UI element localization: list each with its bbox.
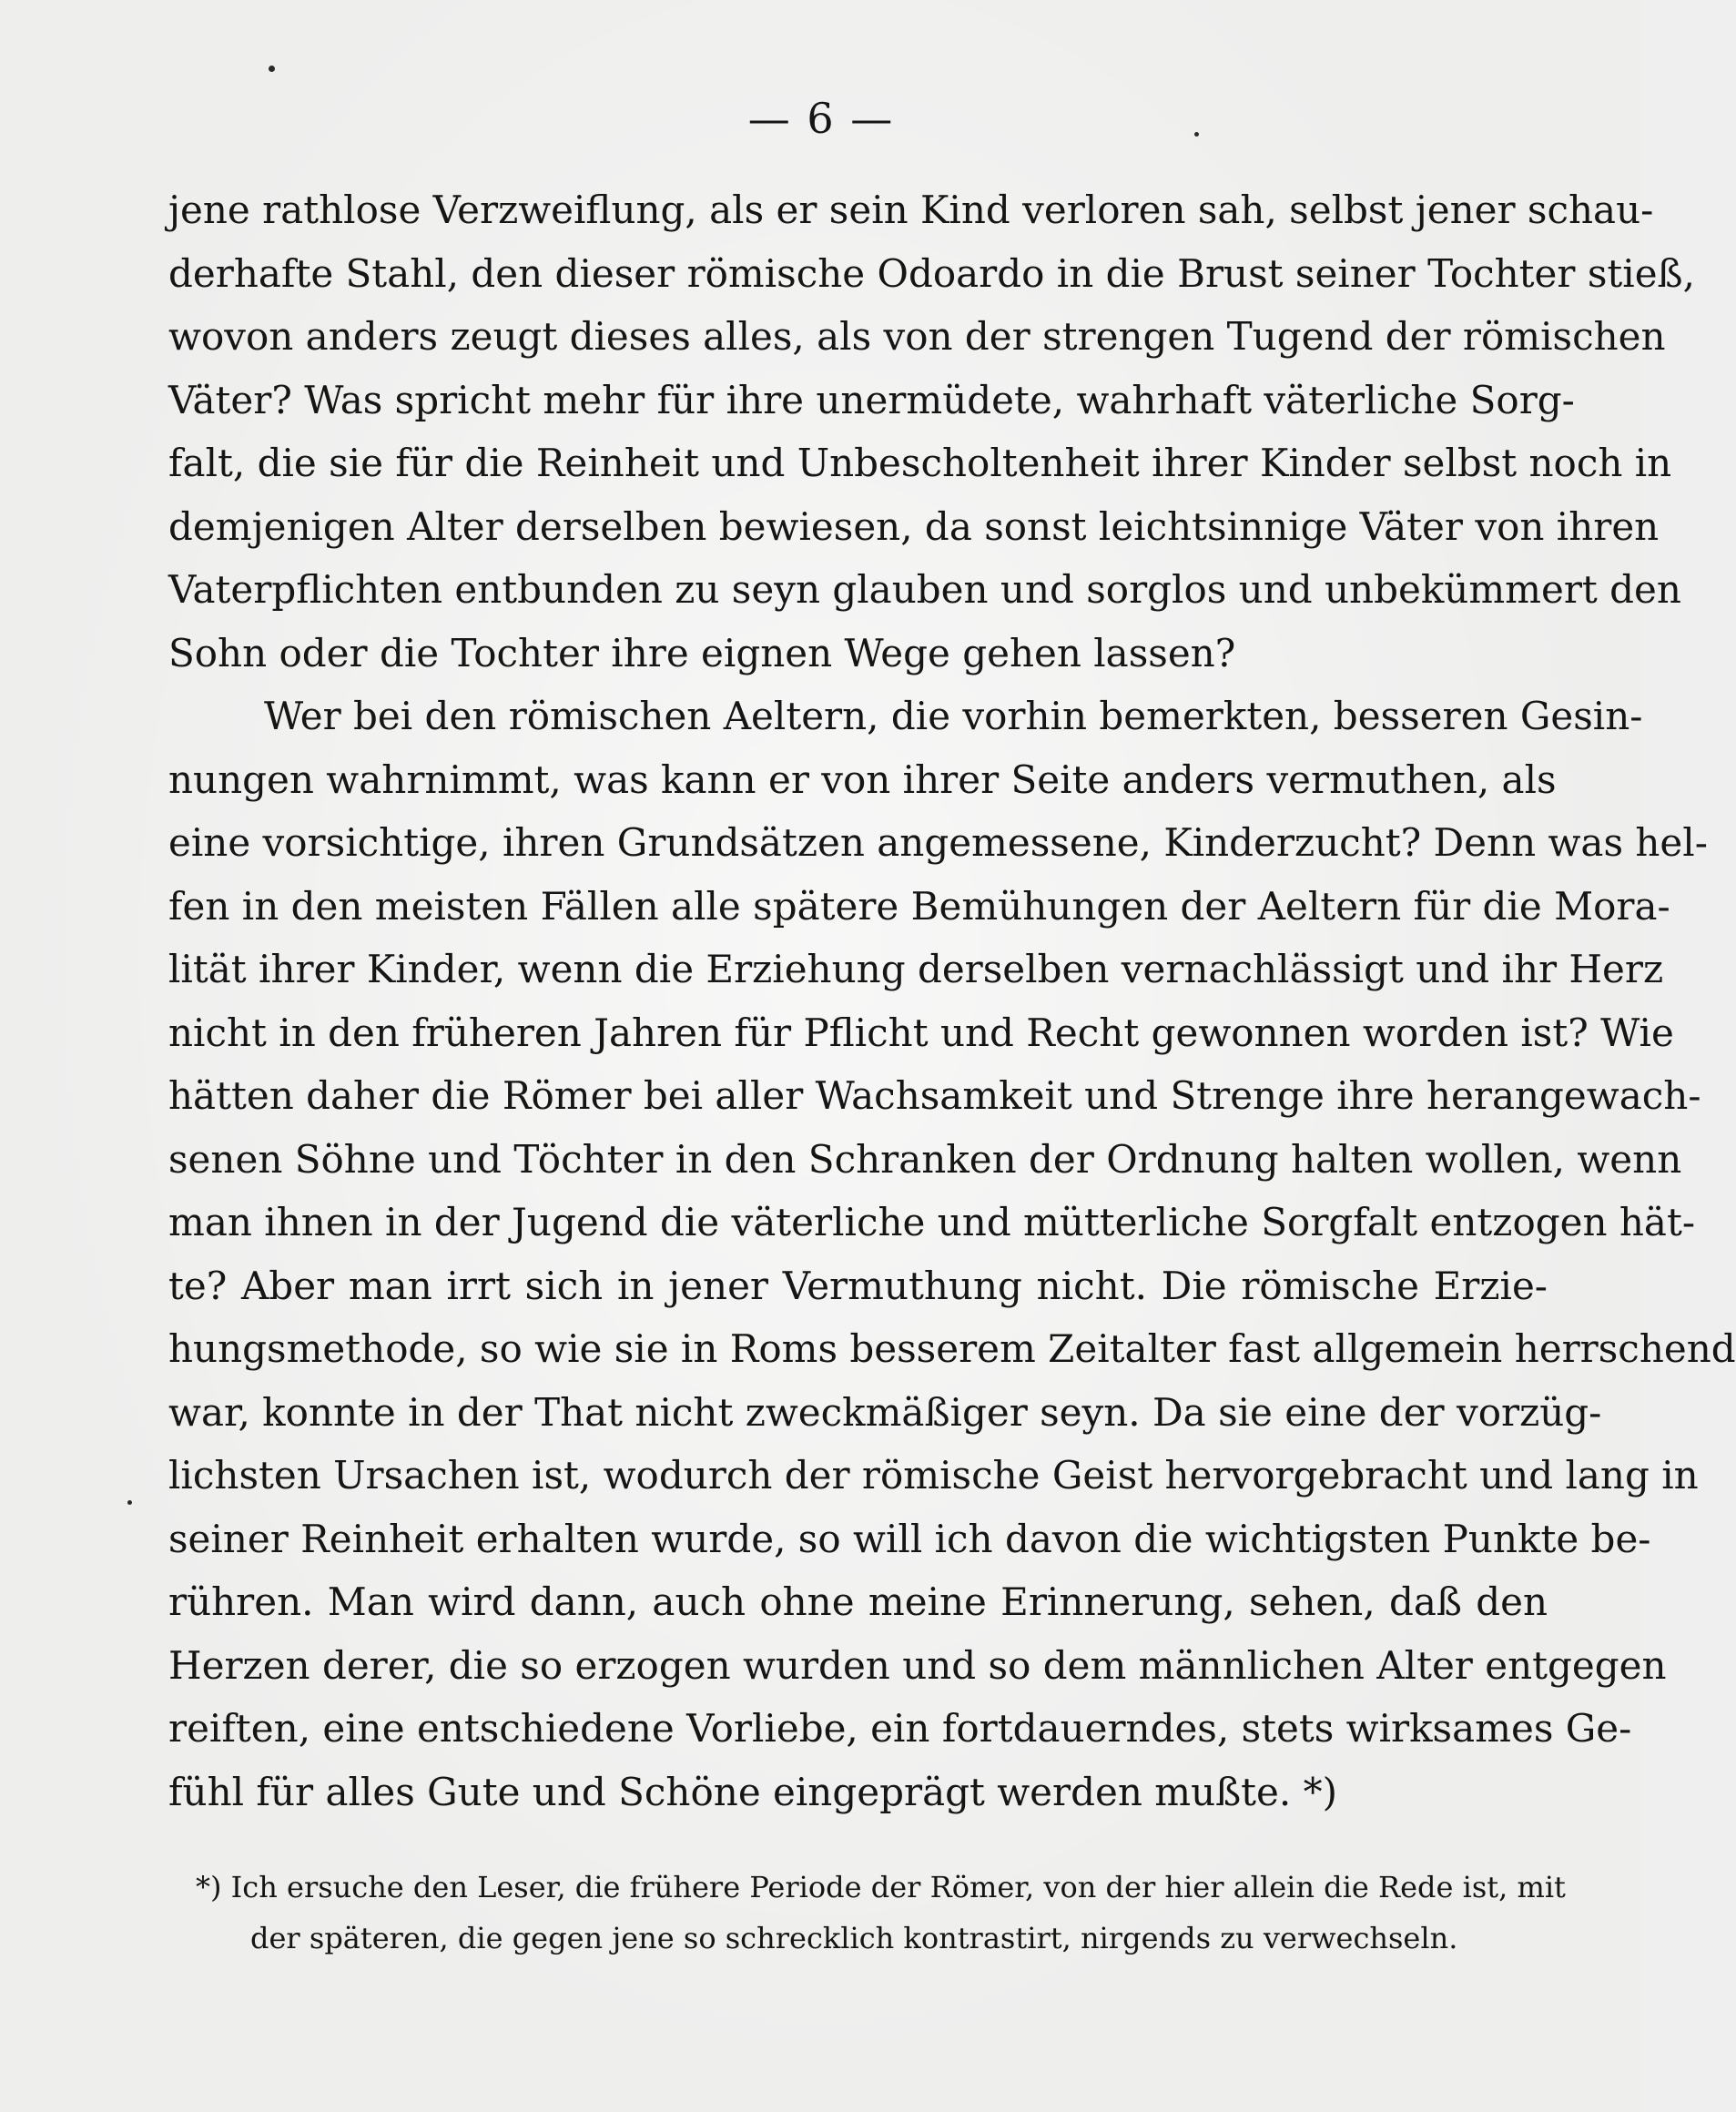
text-line: demjenigen Alter derselben bewiesen, da sonst leichtsinnige Väter von ihren [168,503,1660,549]
text-line: Sohn oder die Tochter ihre eignen Wege gehen lassen? [168,630,1236,675]
text-line: lität ihrer Kinder, wenn die Erziehung derselben vernachlässigt und ihr Herz [168,947,1664,991]
text-line: fen in den meisten Fällen alle spätere Bemühungen der Aeltern für die Mora- [168,883,1670,929]
text-line: Wer bei den römischen Aeltern, die vorhin bemerkten, besseren Gesin- [264,694,1643,738]
paragraph-1 [168,178,1695,685]
ink-speck [269,66,275,72]
text-line: derhafte Stahl, den dieser römische Odoardo in die Brust seiner Tochter stieß, [168,250,1695,296]
text-line: jene rathlose Verzweiflung, als er sein Kind verloren sah, selbst jener schau- [168,188,1654,232]
body-text [168,178,1736,1823]
text-line: wovon anders zeugt dieses alles, als von der strengen Tugend der römischen [168,314,1666,359]
ink-speck [127,1500,132,1505]
text-line: falt, die sie für die Reinheit und Unbescholtenheit ihrer Kinder selbst noch in [168,441,1672,485]
text-line: rühren. Man wird dann, auch ohne meine Erinnerung, sehen, daß den [168,1579,1548,1624]
text-line: man ihnen in der Jugend die väterliche und mütterliche Sorgfalt entzogen hät- [168,1200,1696,1244]
text-line: fühl für alles Gute und Schöne eingeprägt werden mußte. *) [168,1769,1337,1814]
text-line: war, konnte in der That nicht zweckmäßiger seyn. Da sie eine der vorzüg- [168,1389,1602,1435]
paragraph-2 [168,685,1736,1823]
footnote-line: *) Ich ersuche den Leser, die frühere Periode der Römer, von der hier allein die Rede ist, mit [196,1870,1566,1904]
text-line: senen Söhne und Töchter in den Schranken der Ordnung halten wollen, wenn [168,1136,1682,1182]
text-line: Väter? Was spricht mehr für ihre unermüdete, wahrhaft väterliche Sorg- [168,377,1575,422]
text-line: hätten daher die Römer bei aller Wachsamkeit und Strenge ihre herangewach- [168,1073,1701,1118]
text-line: hungsmethode, so wie sie in Roms besserem Zeitalter fast allgemein herrschend [168,1326,1736,1371]
text-line: lichsten Ursachen ist, wodurch der römische Geist hervorgebracht und lang in [168,1453,1699,1498]
footnote [196,1862,1566,1964]
text-line: Vaterpflichten entbunden zu seyn glauben und sorglos und unbekümmert den [168,567,1681,612]
text-line: Herzen derer, die so erzogen wurden und so dem männlichen Alter entgegen [168,1642,1667,1688]
text-line: seiner Reinheit erhalten wurde, so will ich davon die wichtigsten Punkte be- [168,1516,1651,1561]
page-number-header: — 6 — [747,94,895,143]
text-line: te? Aber man irrt sich in jener Vermuthung nicht. Die römische Erzie- [168,1263,1548,1308]
text-line: reiften, eine entschiedene Vorliebe, ein fortdauerndes, stets wirksames Ge- [168,1706,1632,1751]
footnote-line: der späteren, die gegen jene so schrecklich kontrastirt, nirgends zu verwechseln. [250,1921,1458,1955]
text-line: nungen wahrnimmt, was kann er von ihrer Seite anders vermuthen, als [168,756,1557,802]
text-line: eine vorsichtige, ihren Grundsätzen angemessene, Kinderzucht? Denn was hel- [168,820,1708,865]
text-line: nicht in den früheren Jahren für Pflicht und Recht gewonnen worden ist? Wie [168,1010,1674,1055]
